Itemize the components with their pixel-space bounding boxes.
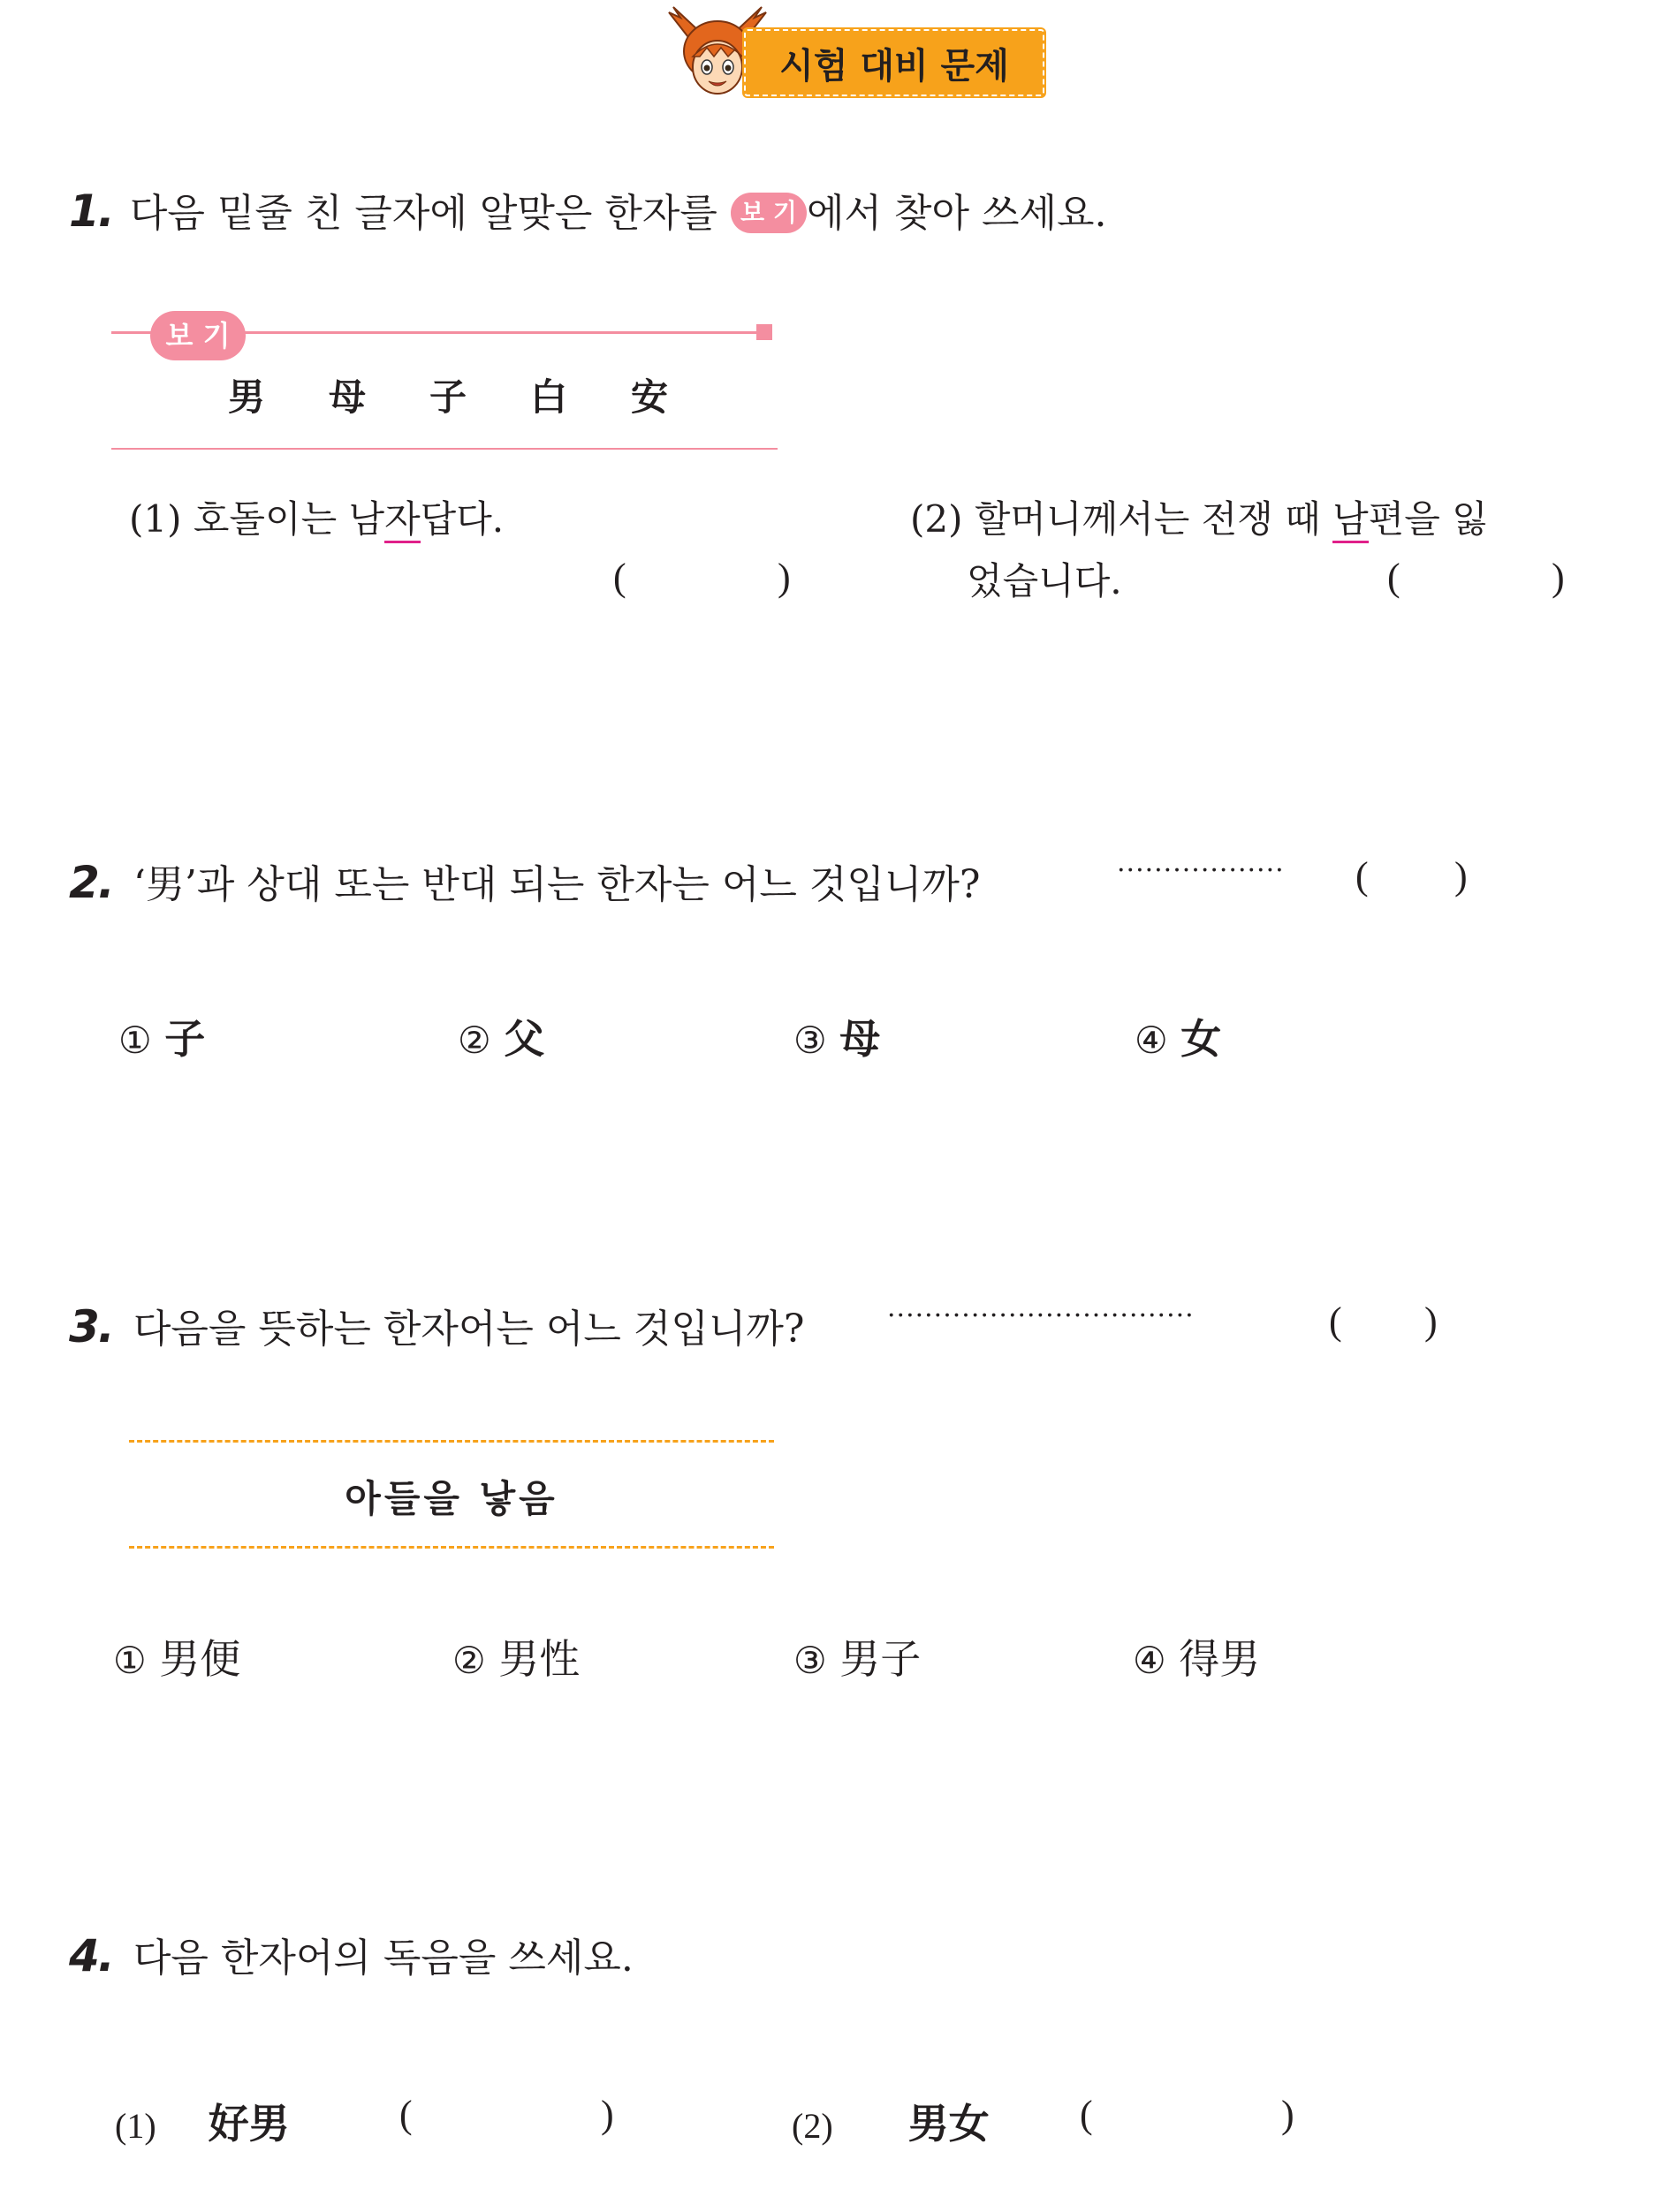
question-3	[69, 1297, 805, 1353]
q1-sub2-line2: 었습니다.	[967, 559, 1122, 602]
example-char: 男	[228, 375, 266, 419]
option-number: ②	[452, 1639, 486, 1682]
option-3[interactable]	[793, 1627, 921, 1686]
option-number: ①	[118, 1019, 152, 1062]
example-box-corner-square	[756, 324, 772, 340]
option-1[interactable]	[118, 1007, 205, 1065]
underlined-char: 남	[1332, 497, 1369, 543]
option-number: ③	[793, 1019, 827, 1062]
option-number: ③	[793, 1639, 827, 1682]
option-4[interactable]	[1133, 1627, 1260, 1686]
example-char: 母	[329, 375, 367, 419]
answer-blank-close[interactable]: )	[778, 556, 791, 599]
answer-blank-open[interactable]: (	[1387, 556, 1401, 599]
option-number: ②	[458, 1019, 491, 1062]
answer-blank-open[interactable]: (	[1355, 854, 1369, 898]
q4-item-2	[792, 2092, 990, 2150]
option-number: ④	[1133, 1639, 1166, 1682]
option-number: ①	[113, 1639, 147, 1682]
answer-blank-close[interactable]: )	[601, 2093, 614, 2136]
question-prompt: 다음 한자어의 독음을 쓰세요.	[133, 1936, 634, 1981]
answer-blank-open[interactable]: (	[1080, 2093, 1093, 2136]
question-number: 3.	[69, 1301, 113, 1352]
example-pill: 보 기	[731, 193, 807, 233]
underlined-char: 자	[384, 497, 421, 543]
item-text: 好男	[208, 2100, 290, 2148]
answer-blank-close[interactable]: )	[1454, 854, 1468, 898]
question-number: 4.	[69, 1930, 113, 1981]
sub-number: (2)	[910, 497, 963, 541]
option-text: 男子	[839, 1635, 922, 1683]
option-text: 男便	[159, 1635, 241, 1683]
section-title-badge	[744, 29, 1044, 96]
question-4	[69, 1926, 634, 1982]
option-text: 得男	[1179, 1635, 1261, 1683]
q4-item-1	[115, 2092, 290, 2150]
q1-sub2	[910, 490, 1488, 543]
q1-sub1	[129, 490, 504, 543]
option-3[interactable]	[793, 1007, 880, 1065]
answer-blank-close[interactable]: )	[1281, 2093, 1294, 2136]
meaning-text: 아들을 낳음	[345, 1477, 558, 1520]
option-text: 父	[504, 1015, 545, 1063]
example-char: 子	[429, 375, 467, 419]
option-text: 母	[839, 1015, 881, 1063]
meaning-box-bottom-border	[129, 1546, 774, 1549]
example-char: 白	[530, 375, 568, 419]
leader-dots: ··················	[1117, 855, 1285, 886]
question-prompt: ‘男’과 상대 또는 반대 되는 한자는 어느 것입니까?	[133, 862, 981, 907]
item-text: 男女	[907, 2100, 990, 2148]
answer-blank-open[interactable]: (	[399, 2093, 413, 2136]
sub-text: 호돌이는 남	[193, 497, 385, 541]
answer-blank-open[interactable]: (	[613, 556, 626, 599]
question-prompt: 다음을 뜻하는 한자어는 어느 것입니까?	[133, 1307, 805, 1352]
option-text: 子	[164, 1015, 206, 1063]
example-chars-row	[228, 368, 732, 421]
option-text: 男性	[498, 1635, 581, 1683]
item-number: (1)	[115, 2106, 156, 2146]
example-box	[111, 311, 778, 452]
item-number: (2)	[792, 2106, 833, 2146]
example-box-bottom-line	[111, 448, 778, 450]
option-2[interactable]	[452, 1627, 580, 1686]
sub-text: 할머니께서는 전쟁 때	[974, 497, 1333, 541]
meaning-box-top-border	[129, 1440, 774, 1443]
sub-text-end: 답다.	[420, 497, 505, 541]
question-prompt-end: 에서 찾아 쓰세요.	[806, 191, 1107, 236]
leader-dots: ·································	[887, 1300, 1195, 1331]
question-prompt: 다음 밑줄 친 글자에 알맞은 한자를	[129, 191, 717, 236]
example-char: 安	[631, 375, 669, 419]
option-number: ④	[1135, 1019, 1168, 1062]
sub-number: (1)	[129, 497, 182, 541]
question-number: 1.	[69, 186, 113, 237]
option-4[interactable]	[1135, 1007, 1221, 1065]
answer-blank-open[interactable]: (	[1329, 1299, 1342, 1343]
option-text: 女	[1180, 1015, 1222, 1063]
example-box-label: 보 기	[150, 311, 246, 360]
question-1	[69, 181, 1106, 238]
section-title: 시험 대비 문제	[779, 45, 1009, 87]
answer-blank-close[interactable]: )	[1552, 556, 1565, 599]
option-2[interactable]	[458, 1007, 544, 1065]
option-1[interactable]	[113, 1627, 240, 1686]
answer-blank-close[interactable]: )	[1424, 1299, 1438, 1343]
sub-text-end: 편을 잃	[1368, 497, 1488, 541]
question-number: 2.	[69, 857, 113, 908]
question-2	[69, 852, 980, 909]
